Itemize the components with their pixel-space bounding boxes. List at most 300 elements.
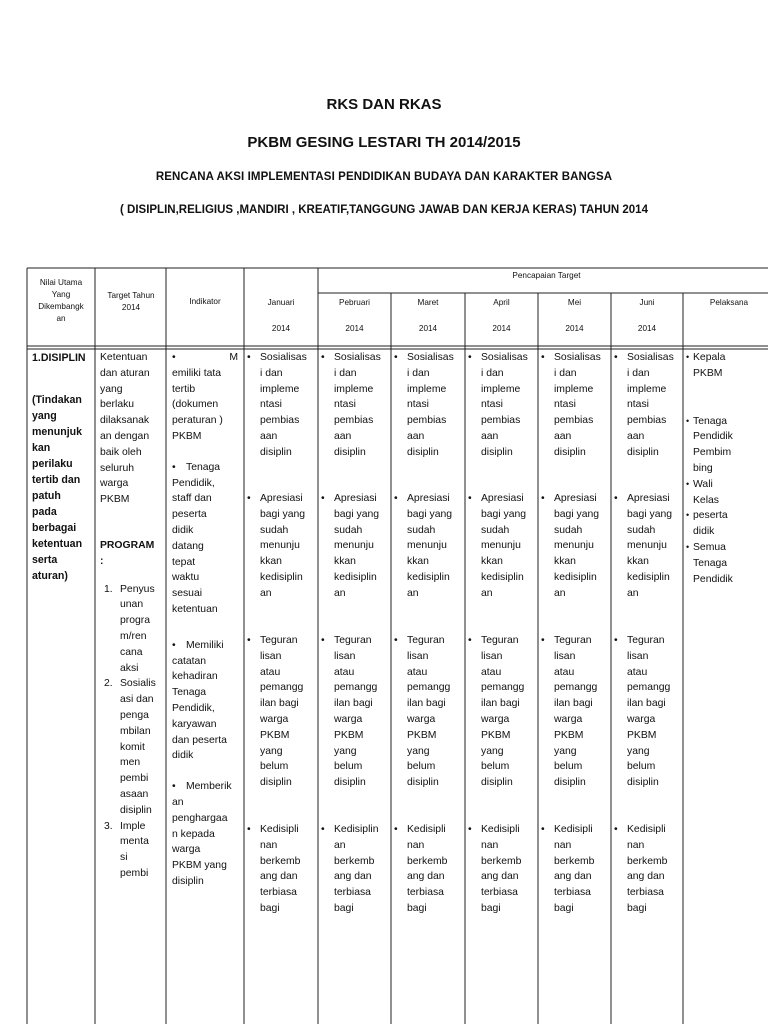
bullet-icon: • <box>541 635 545 646</box>
month-item-line: bagi yang <box>627 508 673 520</box>
month-item <box>321 350 391 461</box>
month-item-line: kkan <box>481 556 503 568</box>
month-item-line: nan <box>627 839 645 851</box>
bullet-icon: • <box>321 635 325 646</box>
month-item-line: ilan bagi <box>407 698 446 710</box>
bullet-icon: • <box>541 352 545 363</box>
month-item-line: Teguran <box>407 635 445 646</box>
month-item-line: kkan <box>260 556 282 568</box>
month-item-line: disiplin <box>260 777 292 789</box>
bullet-icon: • <box>686 352 690 362</box>
program-item <box>100 819 162 882</box>
program-line: Imple <box>120 820 146 832</box>
month-item-line: i dan <box>334 367 357 379</box>
target-line: PKBM <box>100 494 130 506</box>
month-item-line: ntasi <box>334 399 356 411</box>
month-item-line: disiplin <box>334 446 366 458</box>
program-item <box>100 582 162 677</box>
month-item-line: ang dan <box>407 871 445 883</box>
program-line: asaan <box>120 788 149 800</box>
target-bullet <box>614 822 684 917</box>
month-item-line: Teguran <box>481 635 519 646</box>
month-item-line: sudah <box>481 524 510 536</box>
month-item-line: berkemb <box>554 855 595 867</box>
doc-values-line: ( DISIPLIN,RELIGIUS ,MANDIRI , KREATIF,TANGGUNG JAWAB DAN KERJA KERAS) TAHUN 2014 <box>120 204 648 216</box>
header-line: Yang <box>51 290 71 299</box>
pelaksana-line: Pendidik <box>693 573 733 585</box>
month-item <box>394 822 464 917</box>
month-item-line: belum <box>260 761 289 773</box>
program-line: si <box>120 852 128 864</box>
nilai-desc-line: berbagai <box>32 522 77 534</box>
month-item-line: menunju <box>407 540 447 552</box>
month-item-line: bagi <box>260 902 280 914</box>
month-name: Januari <box>267 298 295 307</box>
month-item-line: kedisiplin <box>260 571 303 583</box>
indikator-line: ketentuan <box>172 603 218 615</box>
target-bullet <box>321 633 391 791</box>
month-item-line: lisan <box>407 650 429 662</box>
pelaksana-line: Semua <box>693 541 726 553</box>
month-item-line: impleme <box>407 383 447 395</box>
indikator-line: Tenaga <box>172 687 207 699</box>
indikator-first-word: Tenaga <box>186 461 221 473</box>
indikator-first-line <box>172 638 244 654</box>
month-item-line: atau <box>407 666 428 678</box>
month-item-line: berkemb <box>334 855 375 867</box>
month-item-line: warga <box>481 713 510 725</box>
target-bullet <box>394 822 464 917</box>
bullet-icon: • <box>321 824 325 835</box>
month-item-line: bagi yang <box>334 508 380 520</box>
target-bullet <box>614 633 684 791</box>
program-number: 1. <box>104 583 113 595</box>
pelaksana-line: peserta <box>693 510 728 522</box>
month-item-line: pemangg <box>407 682 451 694</box>
month-item-line: lisan <box>481 650 503 662</box>
target-bullet <box>468 822 538 917</box>
month-item-line: kedisiplin <box>407 571 450 583</box>
bullet-icon: • <box>541 493 545 504</box>
month-item-line: Apresiasi <box>334 493 377 504</box>
month-item-line: aan <box>407 430 425 442</box>
indikator-line: datang <box>172 540 204 552</box>
nilai-desc-line: patuh <box>32 490 61 502</box>
target-bullet <box>541 633 611 791</box>
header-month-pebruari: Pebruari <box>339 298 370 307</box>
month-item-line: kkan <box>554 556 576 568</box>
month-item-line: kedisiplin <box>481 571 524 583</box>
month-item-line: yang <box>554 745 577 757</box>
month-item-line: terbiasa <box>627 887 664 899</box>
month-item-line: ilan bagi <box>481 698 520 710</box>
month-item-line: Apresiasi <box>260 493 303 504</box>
month-item-line: PKBM <box>481 729 511 741</box>
month-item <box>247 350 317 461</box>
month-item-line: ilan bagi <box>554 698 593 710</box>
target-bullet <box>247 491 317 602</box>
header-year: 2014 <box>492 324 511 333</box>
month-item-line: kkan <box>627 556 649 568</box>
target-line: an dengan <box>100 430 150 442</box>
month-item-line: i dan <box>260 367 283 379</box>
program-colon: : <box>100 555 104 567</box>
pelaksana-line: Tenaga <box>693 415 728 427</box>
header-year: 2014 <box>637 324 657 333</box>
bullet-icon: • <box>686 478 690 489</box>
program-line: men <box>120 757 141 769</box>
month-item-line: terbiasa <box>554 887 591 899</box>
month-item <box>541 491 611 602</box>
month-item-line: atau <box>554 666 575 678</box>
month-item-line: kkan <box>334 556 356 568</box>
month-item-line: ntasi <box>407 399 429 411</box>
month-item-line: ntasi <box>627 399 649 411</box>
month-item-line: pemangg <box>554 682 598 694</box>
month-item <box>247 491 317 602</box>
bullet-icon: • <box>394 493 398 504</box>
bullet-icon: • <box>394 635 398 646</box>
month-item-line: ntasi <box>260 399 282 411</box>
month-item <box>614 633 684 791</box>
month-item-line: menunju <box>627 540 667 552</box>
indikator-cell <box>172 350 244 890</box>
month-item-line: pembias <box>554 415 594 427</box>
target-bullet <box>321 350 391 461</box>
month-item-line: sudah <box>260 524 289 536</box>
target-bullet <box>247 350 317 461</box>
target-bullet <box>468 350 538 461</box>
month-item-line: yang <box>407 745 430 757</box>
indikator-line: an <box>172 796 184 808</box>
month-item-line: lisan <box>334 650 356 662</box>
month-item <box>468 350 538 461</box>
month-item-line: nan <box>481 839 499 851</box>
nilai-desc-line: serta <box>32 554 58 566</box>
header-line: 2014 <box>121 303 141 312</box>
nilai-main: 1.DISIPLIN <box>32 352 86 364</box>
month-item <box>468 491 538 602</box>
month-item-line: PKBM <box>554 729 584 741</box>
month-item <box>541 350 611 461</box>
bullet-icon: • <box>468 493 472 504</box>
month-item-line: disiplin <box>554 777 586 789</box>
month-item-line: Sosialisas <box>334 352 381 363</box>
month-item-line: ang dan <box>260 871 298 883</box>
header-year: 2014 <box>418 324 438 333</box>
indikator-line: PKBM yang <box>172 860 227 872</box>
month-item-line: atau <box>334 666 355 678</box>
month-item-line: berkemb <box>481 855 522 867</box>
month-item-line: yang <box>627 745 650 757</box>
month-item-line: pembias <box>481 415 521 427</box>
indikator-line: sesuai <box>172 588 203 600</box>
indikator-line: penghargaa <box>172 812 228 824</box>
doc-heading: RENCANA AKSI IMPLEMENTASI PENDIDIKAN BUDAYA DAN KARAKTER BANGSA <box>155 171 613 183</box>
month-item-line: Kedisipli <box>407 824 446 835</box>
indikator-line: tertib <box>172 383 196 395</box>
bullet-icon: • <box>394 824 398 835</box>
month-item <box>394 491 464 602</box>
month-item-line: sudah <box>334 524 363 536</box>
month-item-line: i dan <box>554 367 577 379</box>
month-item <box>468 633 538 791</box>
bullet-icon: • <box>541 824 545 835</box>
month-item-line: belum <box>481 761 510 773</box>
month-item-line: disiplin <box>481 446 513 458</box>
month-item-line: disiplin <box>627 777 659 789</box>
program-item <box>100 676 162 818</box>
target-bullet <box>541 491 611 602</box>
month-item-line: sudah <box>554 524 583 536</box>
month-item-line: pembias <box>334 415 374 427</box>
program-line: menta <box>120 836 149 848</box>
month-item-line: an <box>407 587 419 599</box>
month-item-line: Sosialisas <box>481 352 528 363</box>
header-indikator: Indikator <box>189 297 221 306</box>
month-item-line: i dan <box>407 367 430 379</box>
month-item-line: menunju <box>334 540 374 552</box>
indikator-line: Pendidik, <box>172 477 215 489</box>
month-item-line: pemangg <box>334 682 378 694</box>
indikator-line: didik <box>172 750 194 762</box>
month-item-line: bagi <box>627 902 647 914</box>
indikator-item <box>172 638 244 764</box>
month-item-line: an <box>334 839 346 851</box>
month-item-line: belum <box>334 761 363 773</box>
indikator-line: emiliki tata <box>172 367 222 379</box>
month-item-line: bagi <box>334 902 354 914</box>
bullet-icon: • <box>247 824 251 835</box>
month-item-line: aan <box>481 430 499 442</box>
month-item-line: ilan bagi <box>334 698 373 710</box>
month-item <box>614 822 684 917</box>
pelaksana-line: Tenaga <box>693 557 728 569</box>
month-item <box>541 633 611 791</box>
program-line: mbilan <box>120 725 151 737</box>
nilai-desc-line: yang <box>32 410 57 422</box>
month-item-line: warga <box>554 713 583 725</box>
month-item-line: disiplin <box>627 446 659 458</box>
month-item-line: ang dan <box>481 871 519 883</box>
target-text <box>100 350 162 508</box>
target-line: Ketentuan <box>100 352 148 363</box>
month-item-line: Sosialisas <box>554 352 601 363</box>
indikator-line: peserta <box>172 509 207 521</box>
month-item-line: disiplin <box>481 777 513 789</box>
indikator-line: peraturan ) <box>172 415 223 427</box>
header-line: Target Tahun <box>107 291 155 300</box>
month-item-line: kedisiplin <box>554 571 597 583</box>
month-item-line: belum <box>407 761 436 773</box>
bullet-icon: • <box>172 639 176 651</box>
month-item <box>394 633 464 791</box>
pelaksana-line: Pembim <box>693 447 732 459</box>
pelaksana-line: didik <box>693 526 715 538</box>
program-line: pembi <box>120 867 149 879</box>
month-item-line: ntasi <box>481 399 503 411</box>
month-item-line: kedisiplin <box>334 571 377 583</box>
target-cell <box>100 350 162 882</box>
nilai-desc-line: aturan) <box>32 570 68 582</box>
month-item-line: warga <box>627 713 656 725</box>
month-item-line: nan <box>554 839 572 851</box>
indikator-line: n kepada <box>172 828 215 840</box>
month-item-line: pemangg <box>627 682 671 694</box>
pelaksana-item <box>686 540 766 587</box>
indikator-line: karyawan <box>172 718 217 730</box>
indikator-item <box>172 460 244 618</box>
header-year: 2014 <box>271 324 291 333</box>
bullet-icon: • <box>614 824 618 835</box>
program-number: 2. <box>104 678 113 690</box>
header-target <box>96 290 166 314</box>
pelaksana-item <box>686 508 766 540</box>
month-item-line: disiplin <box>554 446 586 458</box>
bullet-icon: • <box>686 510 690 521</box>
month-item-line: Kedisipli <box>481 824 520 835</box>
header-month-juni: Juni <box>639 298 655 307</box>
bullet-icon: • <box>614 635 618 646</box>
pelaksana-cell <box>686 350 766 587</box>
target-bullet <box>394 491 464 602</box>
month-item-line: ntasi <box>554 399 576 411</box>
month-item-line: Teguran <box>554 635 592 646</box>
month-item <box>614 350 684 461</box>
pelaksana-line: Wali <box>693 478 713 490</box>
month-item-line: pembias <box>260 415 300 427</box>
month-item-line: menunju <box>481 540 521 552</box>
month-item <box>321 491 391 602</box>
pelaksana-line: bing <box>693 462 713 474</box>
month-item <box>541 822 611 917</box>
month-item-line: Teguran <box>334 635 372 646</box>
target-bullet <box>614 350 684 461</box>
target-bullet <box>394 350 464 461</box>
bullet-icon: • <box>247 352 251 363</box>
header-month-maret: Maret <box>417 298 439 307</box>
month-item-line: disiplin <box>407 777 439 789</box>
indikator-line: warga <box>172 844 201 856</box>
month-item-line: lisan <box>554 650 576 662</box>
nilai-cell <box>32 350 92 584</box>
bullet-icon: • <box>468 352 472 363</box>
month-item-line: PKBM <box>260 729 290 741</box>
month-item-line: lisan <box>260 650 282 662</box>
month-item-line: terbiasa <box>334 887 371 899</box>
month-item-line: menunju <box>260 540 300 552</box>
target-line: warga <box>100 478 129 490</box>
indikator-first-word: Memberik <box>186 781 232 793</box>
month-item-line: Sosialisas <box>407 352 454 363</box>
target-bullet <box>394 633 464 791</box>
program-line: unan <box>120 599 144 611</box>
month-item-line: warga <box>260 713 289 725</box>
target-line: dan aturan <box>100 367 150 379</box>
doc-subtitle: PKBM GESING LESTARI TH 2014/2015 <box>247 134 521 151</box>
target-bullet <box>614 491 684 602</box>
nilai-desc-line: menunjuk <box>32 426 83 438</box>
bullet-icon: • <box>172 461 176 473</box>
month-item-line: ilan bagi <box>627 698 666 710</box>
month-item-line: an <box>627 587 639 599</box>
indikator-line: Pendidik, <box>172 702 215 714</box>
pelaksana-item <box>686 477 766 509</box>
month-item-line: pembias <box>407 415 447 427</box>
month-item-line: PKBM <box>334 729 364 741</box>
month-item-line: aan <box>260 430 278 442</box>
month-item-line: impleme <box>554 383 594 395</box>
month-item-line: pembias <box>627 415 667 427</box>
month-item-line: disiplin <box>260 446 292 458</box>
program-line: cana <box>120 646 143 658</box>
month-item-line: impleme <box>481 383 521 395</box>
bullet-icon: • <box>172 352 176 363</box>
bullet-icon: • <box>468 824 472 835</box>
header-month-januari <box>244 297 318 309</box>
indikator-line: didik <box>172 524 194 536</box>
month-item-line: Teguran <box>627 635 665 646</box>
header-year: 2014 <box>345 324 364 333</box>
program-line: progra <box>120 615 151 627</box>
indikator-line: disiplin <box>172 875 204 887</box>
bullet-icon: • <box>686 415 690 426</box>
month-item-line: aan <box>554 430 572 442</box>
program-line: Penyus <box>120 583 155 595</box>
month-item-line: an <box>481 587 493 599</box>
indikator-line: kehadiran <box>172 671 218 683</box>
target-bullet <box>247 822 317 917</box>
target-bullet <box>541 822 611 917</box>
bullet-icon: • <box>172 781 176 793</box>
month-item-line: yang <box>481 745 504 757</box>
nilai-desc-line: pada <box>32 506 57 518</box>
bullet-icon: • <box>614 493 618 504</box>
month-item-line: PKBM <box>407 729 437 741</box>
program-line: asi dan <box>120 694 154 706</box>
month-item-line: Apresiasi <box>407 493 450 504</box>
indikator-first-line <box>172 460 244 476</box>
indikator-first-line <box>172 350 244 366</box>
month-item-line: i dan <box>481 367 504 379</box>
month-item-line: atau <box>627 666 648 678</box>
bullet-icon: • <box>321 352 325 363</box>
month-item-line: Apresiasi <box>554 493 597 504</box>
month-item-line: terbiasa <box>481 887 518 899</box>
bullet-icon: • <box>247 635 251 646</box>
bullet-icon: • <box>614 352 618 363</box>
program-line: komit <box>120 741 145 753</box>
month-item-line: bagi <box>554 902 574 914</box>
bullet-icon: • <box>686 541 690 552</box>
pelaksana-line: PKBM <box>693 367 723 379</box>
month-item-line: aan <box>334 430 352 442</box>
target-line: dilaksanak <box>100 415 150 427</box>
month-item <box>394 350 464 461</box>
month-item-line: atau <box>260 666 281 678</box>
month-item-line: Apresiasi <box>481 493 524 504</box>
month-item-line: Kedisiplin <box>334 824 379 835</box>
target-bullet <box>321 491 391 602</box>
program-number: 3. <box>104 820 113 832</box>
header-month-mei: Mei <box>567 298 582 307</box>
month-item-line: terbiasa <box>407 887 444 899</box>
header-pencapaian: Pencapaian Target <box>512 271 581 280</box>
pelaksana-item <box>686 414 766 477</box>
month-item-line: impleme <box>260 383 300 395</box>
indikator-first-word: M <box>229 352 238 363</box>
month-item-line: warga <box>407 713 436 725</box>
